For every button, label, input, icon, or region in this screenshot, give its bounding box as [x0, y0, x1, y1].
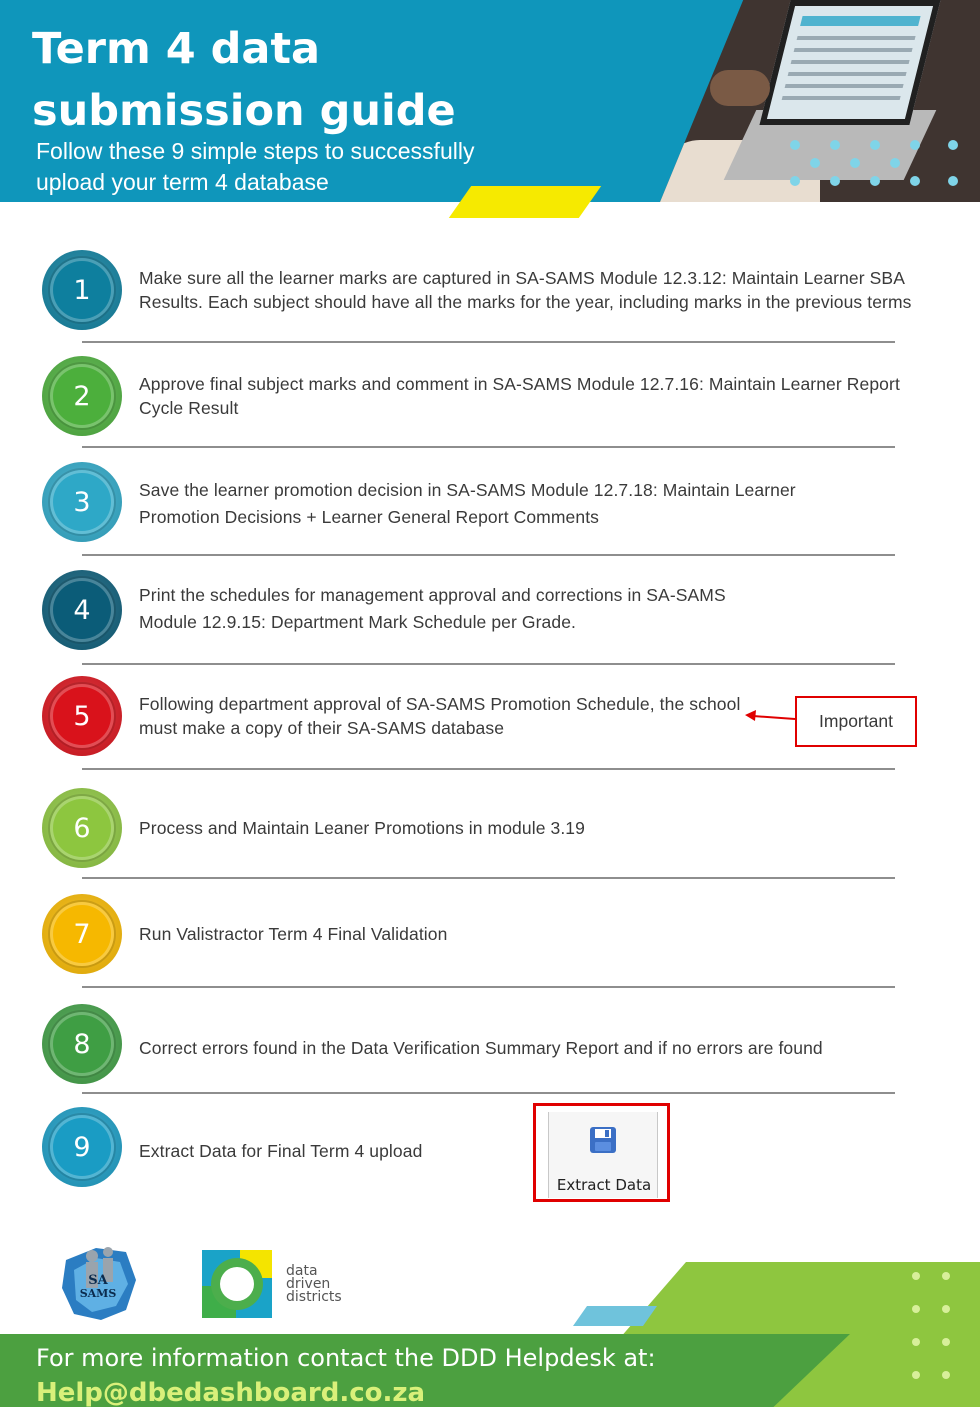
laptop-screen: [759, 0, 940, 125]
floppy-disk-icon: [589, 1126, 617, 1154]
step-number-badge: [42, 570, 122, 650]
step-text: Following department approval of SA-SAMS Promotion Schedule, the school must make a copy of their SA-SAMS database: [139, 694, 741, 738]
step-number-badge: [42, 356, 122, 436]
step-number-badge: [42, 788, 122, 868]
arrow-left-icon: [745, 707, 795, 727]
ddd-logo-text: data driven districts: [286, 1263, 342, 1305]
step-text: Print the schedules for management approval and corrections in SA-SAMS Module 12.9.15: Department Mark Schedule per Grade.: [139, 585, 726, 632]
sa-sams-logo-text-1: SA: [88, 1273, 108, 1288]
page-title: Term 4 data submission guide: [32, 24, 456, 136]
divider: [82, 446, 895, 448]
divider: [82, 877, 895, 879]
step-number: 4: [50, 578, 114, 642]
divider: [82, 986, 895, 988]
step-text: Extract Data for Final Term 4 upload: [139, 1141, 423, 1161]
step-text: Make sure all the learner marks are captured in SA-SAMS Module 12.3.12: Maintain Learner SBA Results. Each subject should have all the marks for the year, including marks in the previous terms: [139, 268, 912, 312]
step-number-badge: [42, 1004, 122, 1084]
step-number: 5: [50, 684, 114, 748]
step-number-badge: [42, 250, 122, 330]
step-number-badge: [42, 1107, 122, 1187]
divider: [82, 341, 895, 343]
step-text: Approve final subject marks and comment in SA-SAMS Module 12.7.16: Maintain Learner Report Cycle Result: [139, 374, 900, 418]
step-number: 9: [50, 1115, 114, 1179]
divider: [82, 768, 895, 770]
extract-data-highlight: [533, 1103, 670, 1202]
ddd-logo-icon: [202, 1250, 272, 1318]
divider: [82, 554, 895, 556]
step-number: 7: [50, 902, 114, 966]
step-number: 3: [50, 470, 114, 534]
header-banner: [0, 0, 980, 202]
important-callout: Important: [795, 696, 917, 747]
divider: [82, 1092, 895, 1094]
extract-data-button[interactable]: [548, 1112, 658, 1198]
step-text: Process and Maintain Leaner Promotions in module 3.19: [139, 818, 585, 838]
extract-data-label: Extract Data: [556, 1176, 652, 1194]
hand-shape: [710, 70, 770, 106]
sa-sams-logo-text-2: SAMS: [79, 1287, 117, 1300]
footer-contact-text: For more information contact the DDD Helpdesk at:: [36, 1344, 656, 1372]
step-number-badge: [42, 676, 122, 756]
footer-accent-blue: [573, 1306, 657, 1326]
step-number: 6: [50, 796, 114, 860]
step-text: Save the learner promotion decision in SA-SAMS Module 12.7.18: Maintain Learner Promotion Decisions + Learner General Report Comments: [139, 480, 796, 527]
page-subtitle: Follow these 9 simple steps to successfully upload your term 4 database: [36, 138, 475, 195]
step-number-badge: [42, 894, 122, 974]
step-text: Run Valistractor Term 4 Final Validation: [139, 924, 448, 944]
step-text: Correct errors found in the Data Verification Summary Report and if no errors are found: [139, 1038, 823, 1058]
divider: [82, 663, 895, 665]
helpdesk-email-link[interactable]: Help@dbedashboard.co.za: [36, 1378, 426, 1407]
step-number: 2: [50, 364, 114, 428]
sa-sams-logo: [56, 1240, 140, 1326]
step-number: 8: [50, 1012, 114, 1076]
step-number-badge: [42, 462, 122, 542]
step-number: 1: [50, 258, 114, 322]
laptop-photo: [660, 0, 980, 202]
yellow-accent-stripe: [449, 186, 601, 218]
